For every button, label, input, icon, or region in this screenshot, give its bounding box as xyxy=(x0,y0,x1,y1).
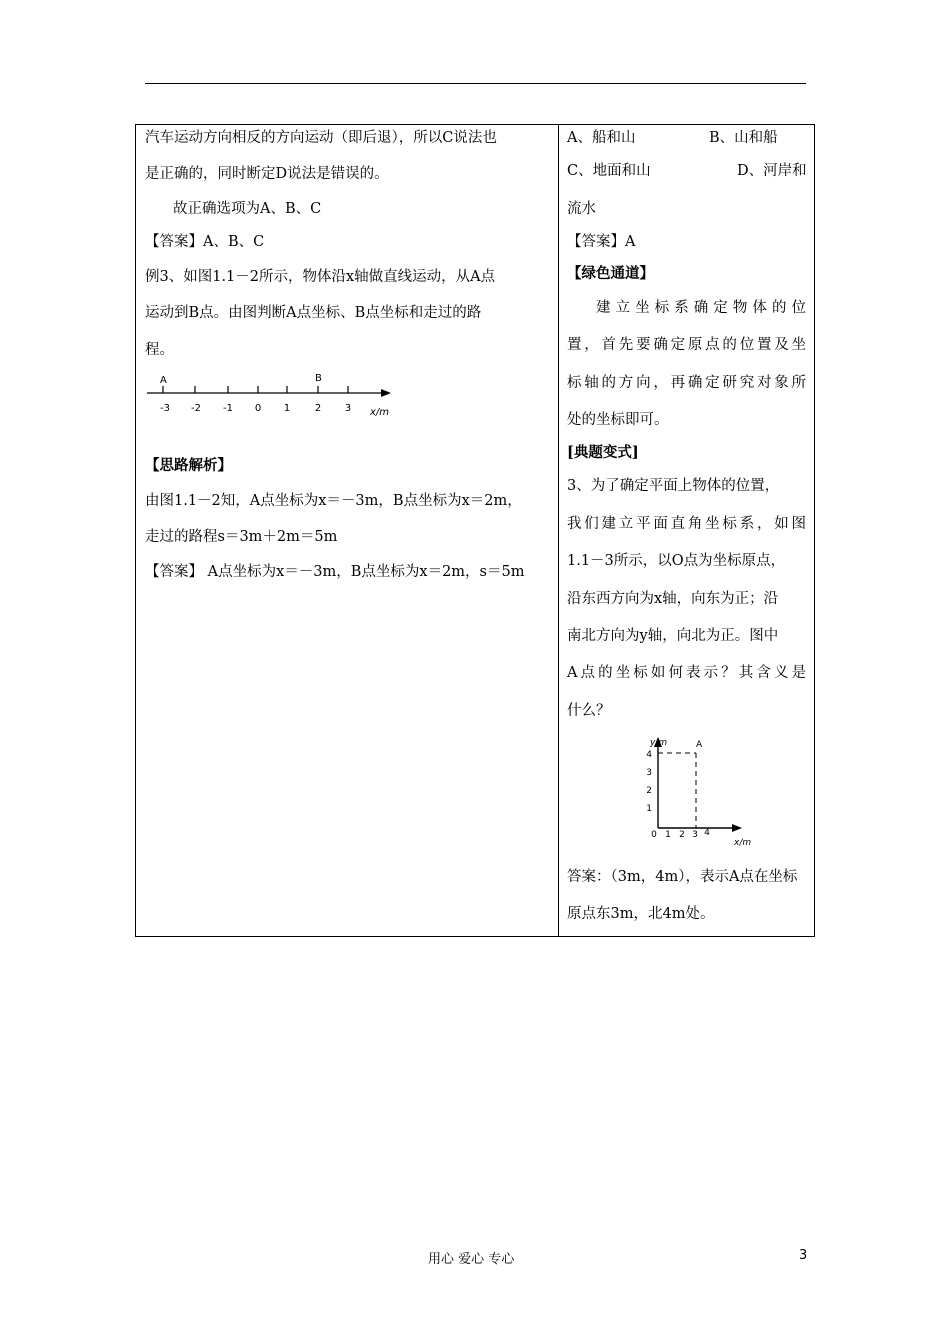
x-axis-arrow xyxy=(732,824,742,832)
analysis-line-2: 走过的路程s＝3m＋2m＝5m xyxy=(145,529,338,545)
final-answer-line-1: 答案：（3m，4m），表示A点在坐标 xyxy=(567,869,798,885)
variant-line-4: 沿东西方向为x轴，向东为正；沿 xyxy=(567,591,779,607)
x-tick-label: 2 xyxy=(679,830,685,840)
option-d: D、河岸和 xyxy=(737,163,807,179)
number-line-figure xyxy=(145,365,405,425)
green-line-1: 建立坐标系确定物体的位 xyxy=(596,300,806,316)
y-tick-label: 2 xyxy=(646,786,652,796)
tick-label: 0 xyxy=(254,403,262,414)
x-tick-label: 1 xyxy=(665,830,671,840)
y-tick-label: 1 xyxy=(646,804,652,814)
y-tick-label: 4 xyxy=(646,750,652,760)
left-line-1: 汽车运动方向相反的方向运动（即后退），所以C说法也 xyxy=(145,130,497,146)
x-tick-label: 3 xyxy=(692,830,698,840)
variant-line-5: 南北方向为y轴，向北为正。图中 xyxy=(567,628,779,644)
y-axis-label: y/m xyxy=(650,738,668,748)
right-answer: 【答案】A xyxy=(567,234,636,250)
left-line-3: 故正确选项为A、B、C xyxy=(173,201,322,217)
left-line-6: 运动到B点。由图判断A点坐标、B点坐标和走过的路 xyxy=(145,305,482,321)
option-a: A、船和山 xyxy=(567,130,636,146)
option-c: C、地面和山 xyxy=(567,163,651,179)
footer-slogan: 用心 爱心 专心 xyxy=(428,1252,515,1267)
page-number: 3 xyxy=(799,1248,808,1263)
point-a-label: A xyxy=(696,740,703,750)
variant-line-2: 我们建立平面直角坐标系，如图 xyxy=(567,516,806,532)
x-axis-label: x/m xyxy=(734,838,752,848)
analysis-line-1: 由图1.1－2知，A点坐标为x＝－3m，B点坐标为x＝2m， xyxy=(145,493,522,509)
axis-label: x/m xyxy=(370,407,390,418)
answer-line: 【答案】 A点坐标为x＝－3m，B点坐标为x＝2m，s＝5m xyxy=(145,564,525,580)
variant-line-1: 3、为了确定平面上物体的位置， xyxy=(567,478,780,494)
point-a-label: A xyxy=(160,375,167,386)
green-line-3: 标轴的方向，再确定研究对象所 xyxy=(567,375,806,391)
left-line-4: 【答案】A、B、C xyxy=(145,234,265,250)
header-rule xyxy=(145,83,806,84)
coordinate-plot-figure xyxy=(640,733,770,848)
variant-line-3: 1.1－3所示，以O点为坐标原点， xyxy=(567,553,786,569)
variant-line-6: A点的坐标如何表示？其含义是 xyxy=(567,665,806,681)
tick-label: 2 xyxy=(314,403,322,414)
variant-line-7: 什么？ xyxy=(567,703,611,719)
green-line-4: 处的坐标即可。 xyxy=(567,412,669,428)
y-tick-label: 3 xyxy=(646,768,652,778)
option-d-cont: 流水 xyxy=(567,201,596,217)
column-divider xyxy=(558,124,559,937)
tick-label: -3 xyxy=(160,403,170,414)
analysis-heading: 【思路解析】 xyxy=(145,457,232,474)
tick-label: -2 xyxy=(191,403,201,414)
point-b-label: B xyxy=(315,373,322,384)
option-b: B、山和船 xyxy=(709,130,778,146)
left-line-7: 程。 xyxy=(145,342,174,358)
final-answer-line-2: 原点东3m，北4m处。 xyxy=(567,906,715,922)
tick-label: -1 xyxy=(223,403,233,414)
x-tick-label: 4 xyxy=(704,828,710,838)
left-line-2: 是正确的，同时断定D说法是错误的。 xyxy=(145,166,389,182)
green-line-2: 置，首先要确定原点的位置及坐 xyxy=(567,337,806,353)
tick-label: 3 xyxy=(344,403,352,414)
number-line-arrow xyxy=(381,389,391,397)
x-tick-label: 0 xyxy=(651,830,657,840)
variant-heading: [典题变式] xyxy=(567,444,639,461)
left-line-5: 例3、如图1.1－2所示，物体沿x轴做直线运动，从A点 xyxy=(145,269,496,285)
tick-label: 1 xyxy=(283,403,291,414)
green-heading: 【绿色通道】 xyxy=(567,265,654,282)
